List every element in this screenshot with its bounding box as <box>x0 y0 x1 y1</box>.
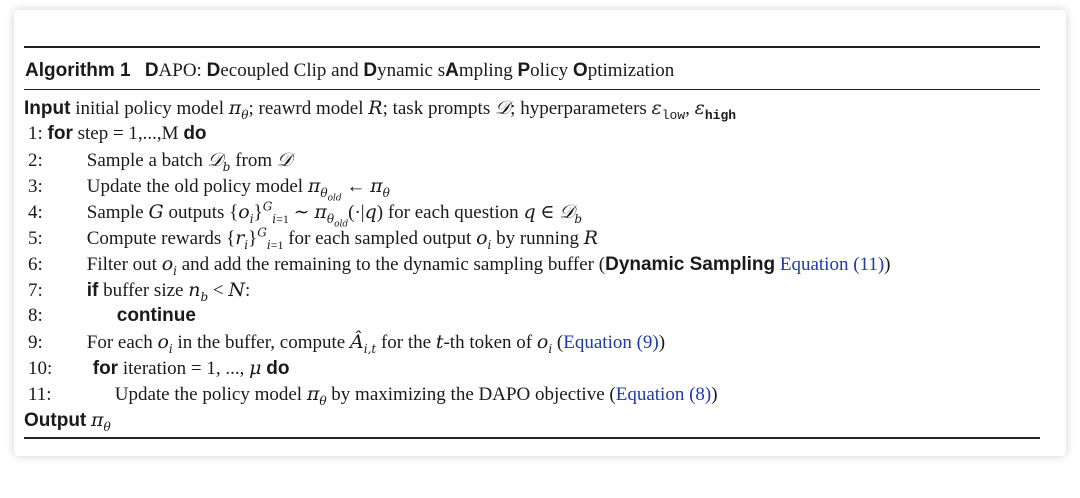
output-line: Output $\pi_\theta$ <box>24 409 111 434</box>
top-rule <box>24 46 1040 48</box>
equation-8-link[interactable]: Equation (8) <box>615 384 712 405</box>
dynamic-sampling-label: Dynamic Sampling <box>605 254 776 275</box>
bottom-rule <box>24 437 1040 439</box>
algo-line-4: 4: Sample G outputs $\{o_i\}^G_{i=1}$ ∼ $\pi_{\theta_{old}}(\cdot|q)$ for each question q ∈ 𝒟$_b$ <box>28 199 583 230</box>
algo-line-6: 6: Filter out $o_i$ and add the remaining to the dynamic sampling buffer (Dynamic Sampling Equation (11)) <box>28 253 891 278</box>
algo-line-9: 9: For each $o_i$ in the buffer, compute $Â_{i,t}$ for the t-th token of $o_i$ (Equation (9)) <box>28 331 666 356</box>
algo-line-7: 7: if buffer size $n_b < N$: <box>28 279 251 304</box>
algo-line-8: 8: continue <box>28 305 196 326</box>
equation-9-link[interactable]: Equation (9) <box>563 332 659 353</box>
algorithm-title: Algorithm 1 DAPO: Decoupled Clip and Dynamic sAmpling Policy Optimization <box>25 60 675 81</box>
header-rule <box>24 89 1040 90</box>
algo-line-2: 2: Sample a batch 𝒟$_b$ from 𝒟 <box>28 149 293 174</box>
algo-line-5: 5: Compute rewards $\{r_i\}^G_{i=1}$ for each sampled output $o_i$ by running R <box>28 225 599 252</box>
input-line: Input initial policy model $\pi_\theta$; reawrd model R; task prompts 𝒟; hyperparameters $\varepsilon_{low}$, $\varepsilon_{high}$ <box>24 97 737 123</box>
algo-line-3: 3: Update the old policy model $\pi_{\theta_{old}}$ ← $\pi_\theta$ <box>28 175 390 204</box>
algo-line-11: 11: Update the policy model $\pi_\theta$ by maximizing the DAPO objective (Equation (8)) <box>28 383 718 408</box>
equation-11-link[interactable]: Equation (11) <box>779 254 885 275</box>
algo-line-1: 1: for step = 1,...,M do <box>28 123 207 144</box>
algorithm-label: Algorithm 1 <box>25 60 131 81</box>
algo-line-10: 10: for iteration = 1, ..., μ do <box>28 357 290 379</box>
